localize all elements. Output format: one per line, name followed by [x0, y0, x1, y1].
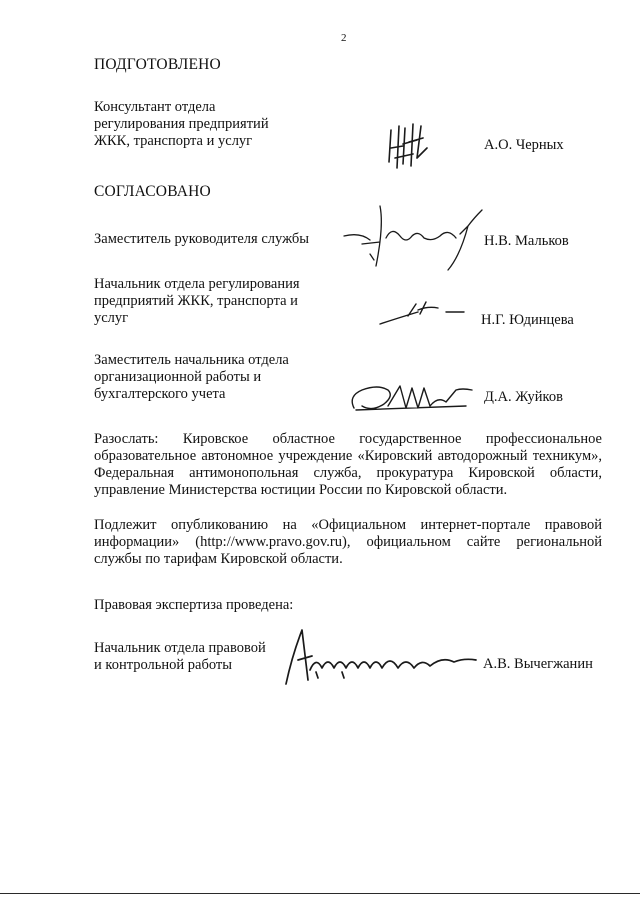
distribution-paragraph: Разослать: Кировское областное государственное профессиональное образовательное автономное учреждение «Кировский автодорожный техникум», Федеральная антимонопольная служба, прокуратура Кировской области, управление Министерства юстиции России по Кировской области.	[94, 431, 602, 498]
page-number: 2	[341, 32, 347, 44]
role-line: бухгалтерского учета	[94, 386, 226, 402]
signer-malkov-role	[94, 231, 309, 248]
legal-review-name: А.В. Вычегжанин	[483, 656, 593, 672]
signature-vychegzhanin	[282, 626, 482, 688]
signer-yudintseva-role	[94, 276, 300, 327]
signer-malkov-name: Н.В. Мальков	[484, 233, 569, 249]
signer-yudintseva-name: Н.Г. Юдинцева	[481, 312, 574, 328]
role-line: Заместитель руководителя службы	[94, 231, 310, 247]
role-line: предприятий ЖКК, транспорта и	[94, 293, 298, 309]
signature-malkov	[340, 196, 490, 276]
prepared-name: А.О. Черных	[484, 137, 564, 153]
signer-zhuykov-role	[94, 352, 289, 403]
role-line: Начальник отдела регулирования	[94, 276, 300, 292]
signature-zhuykov	[348, 378, 478, 418]
signer-zhuykov-name: Д.А. Жуйков	[484, 389, 563, 405]
role-line: Начальник отдела правовой	[94, 640, 266, 656]
signature-chernykh	[383, 118, 443, 178]
agreed-heading: СОГЛАСОВАНО	[94, 183, 211, 200]
legal-review-text: Правовая экспертиза проведена:	[94, 597, 294, 613]
prepared-role	[94, 99, 269, 150]
role-line: Консультант отдела	[94, 99, 216, 115]
publication-paragraph: Подлежит опубликованию на «Официальном интернет-портале правовой информации» (http://www.pravo.gov.ru), официальном сайте региональной службы по тарифам Кировской области.	[94, 517, 602, 567]
role-line: организационной работы и	[94, 369, 262, 385]
role-line: и контрольной работы	[94, 657, 232, 673]
role-line: регулирования предприятий	[94, 116, 269, 132]
prepared-heading: ПОДГОТОВЛЕНО	[94, 56, 221, 73]
legal-review-role	[94, 640, 266, 674]
role-line: услуг	[94, 310, 129, 326]
page-bottom-rule	[0, 893, 640, 894]
signature-yudintseva	[378, 296, 468, 336]
role-line: Заместитель начальника отдела	[94, 352, 289, 368]
role-line: ЖКК, транспорта и услуг	[94, 133, 253, 149]
